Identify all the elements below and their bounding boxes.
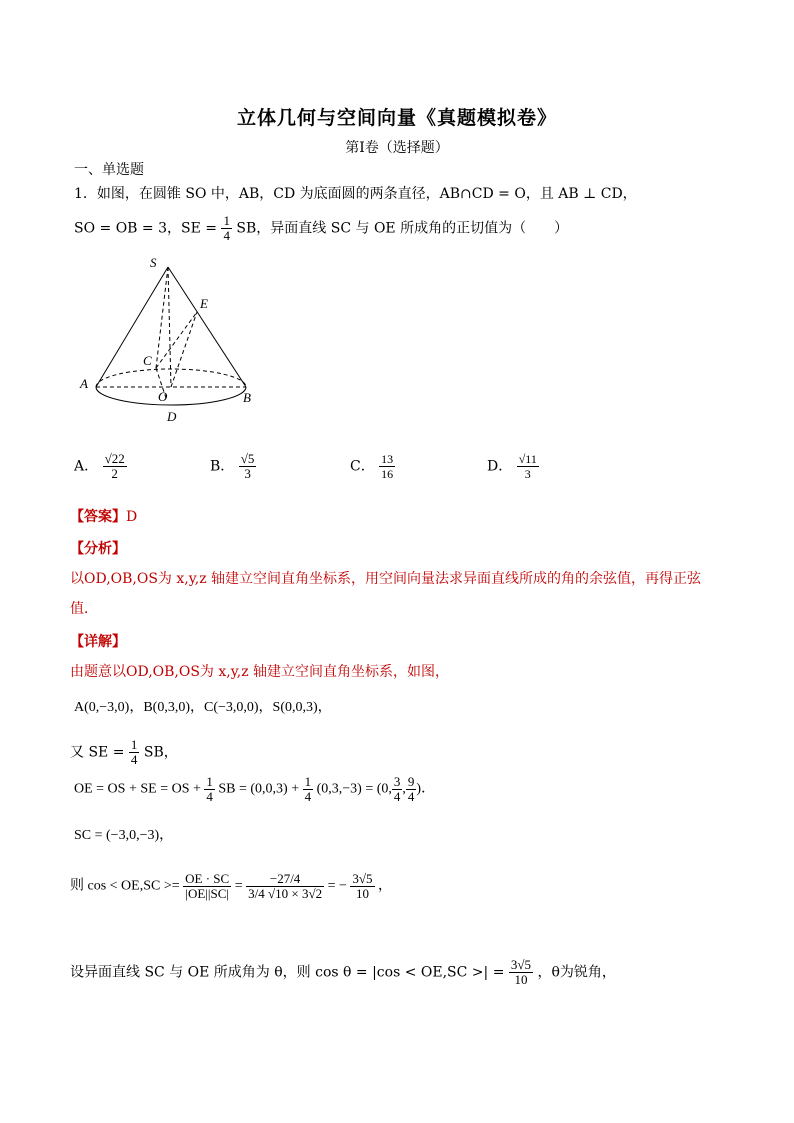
answer-value: D — [126, 509, 138, 525]
detail-last: 设异面直线 SC 与 OE 所成角为 θ，则 cos θ = |cos < OE,SC >| = $\frac{3√5}{10}$ ，θ为锐角， — [70, 957, 616, 987]
detail-coords: A(0,−3,0)，B(0,3,0)，C(−3,0,0)，S(0,0,3)， — [74, 700, 332, 715]
answer-label: 【答案】 — [70, 509, 126, 525]
fraction: $\frac{√5}{3}$ — [240, 451, 255, 481]
label-C: C — [143, 353, 152, 368]
detail-se: 又 SE = $\frac{1}{4}$ SB， — [70, 737, 178, 767]
fraction: $\frac{OE \cdot SC}{|OE||SC|}$ — [185, 871, 230, 901]
option-a: A． $\frac{√22}{2}$ — [74, 451, 125, 481]
fraction: $\frac{1}{4}$ — [304, 774, 312, 804]
label-D: D — [167, 409, 177, 424]
detail-label: 【详解】 — [70, 634, 126, 650]
fraction: $\frac{√22}{2}$ — [104, 451, 125, 481]
page-title: 立体几何与空间向量《真题模拟卷》 — [236, 107, 557, 129]
fraction: $\frac{1}{4}$ — [130, 737, 138, 767]
cone-figure — [70, 250, 270, 430]
page-subtitle: 第Ⅰ卷（选择题） — [345, 140, 449, 156]
fraction: $\frac{1}{4}$ — [223, 213, 230, 243]
fraction: $\frac{9}{4}$ — [407, 774, 415, 804]
detail-oe: OE = OS + SE = OS + $\frac{1}{4}$ SB = (0,0,3) + $\frac{1}{4}$ (0,3,−3) = (0, $\frac{3}{4}$ , $\frac{9}{4}$ )． — [74, 774, 436, 804]
answer-row — [70, 507, 137, 527]
label-S: S — [150, 255, 157, 270]
detail-cos: 则 cos < OE,SC >= $\frac{OE \cdot SC}{|OE||SC|}$ = $\frac{-27/4}{3/4 √10 \times 3√2}$ = − $\frac{3√5}{10}$ ， — [70, 871, 393, 901]
fraction: $\frac{3√5}{10}$ — [510, 957, 532, 987]
fraction: $\frac{1}{4}$ — [206, 774, 213, 804]
label-O: O — [158, 389, 168, 404]
fraction: $\frac{-27/4}{3/4 √10 \times 3√2}$ — [248, 871, 323, 901]
analysis-label: 【分析】 — [70, 541, 126, 557]
option-c: C． $\frac{13}{16}$ — [350, 452, 394, 481]
detail-sc: SC = (−3,0,−3)， — [74, 828, 174, 843]
detail-line1: 由题意以OD,OB,OS为 x,y,z 轴建立空间直角坐标系，如图， — [70, 664, 450, 680]
fraction: $\frac{13}{16}$ — [381, 452, 394, 481]
fraction: $\frac{3}{4}$ — [393, 774, 401, 804]
question-1-line2-post: SB，异面直线 SC 与 OE 所成角的正切值为（ ） — [236, 220, 569, 237]
section-heading: 一、单选题 — [74, 162, 144, 178]
option-b: B． $\frac{√5}{3}$ — [210, 451, 255, 481]
question-1-line2 — [74, 214, 568, 243]
label-B: B — [243, 390, 251, 405]
question-1-line2-pre: SO = OB = 3，SE = — [74, 220, 217, 237]
option-d: D． $\frac{√11}{3}$ — [487, 452, 537, 481]
fraction: $\frac{3√5}{10}$ — [352, 871, 373, 901]
analysis-line2: 值． — [70, 601, 98, 617]
label-A: A — [80, 376, 88, 391]
analysis-line1: 以OD,OB,OS为 x,y,z 轴建立空间直角坐标系，用空间向量法求异面直线所成的角的余弦值，再得正弦 — [70, 571, 702, 587]
fraction: $\frac{√11}{3}$ — [518, 452, 537, 481]
question-1-line1: 1．如图，在圆锥 SO 中，AB，CD 为底面圆的两条直径，AB∩CD = O，且 AB ⊥ CD， — [74, 186, 637, 202]
label-E: E — [200, 296, 208, 311]
